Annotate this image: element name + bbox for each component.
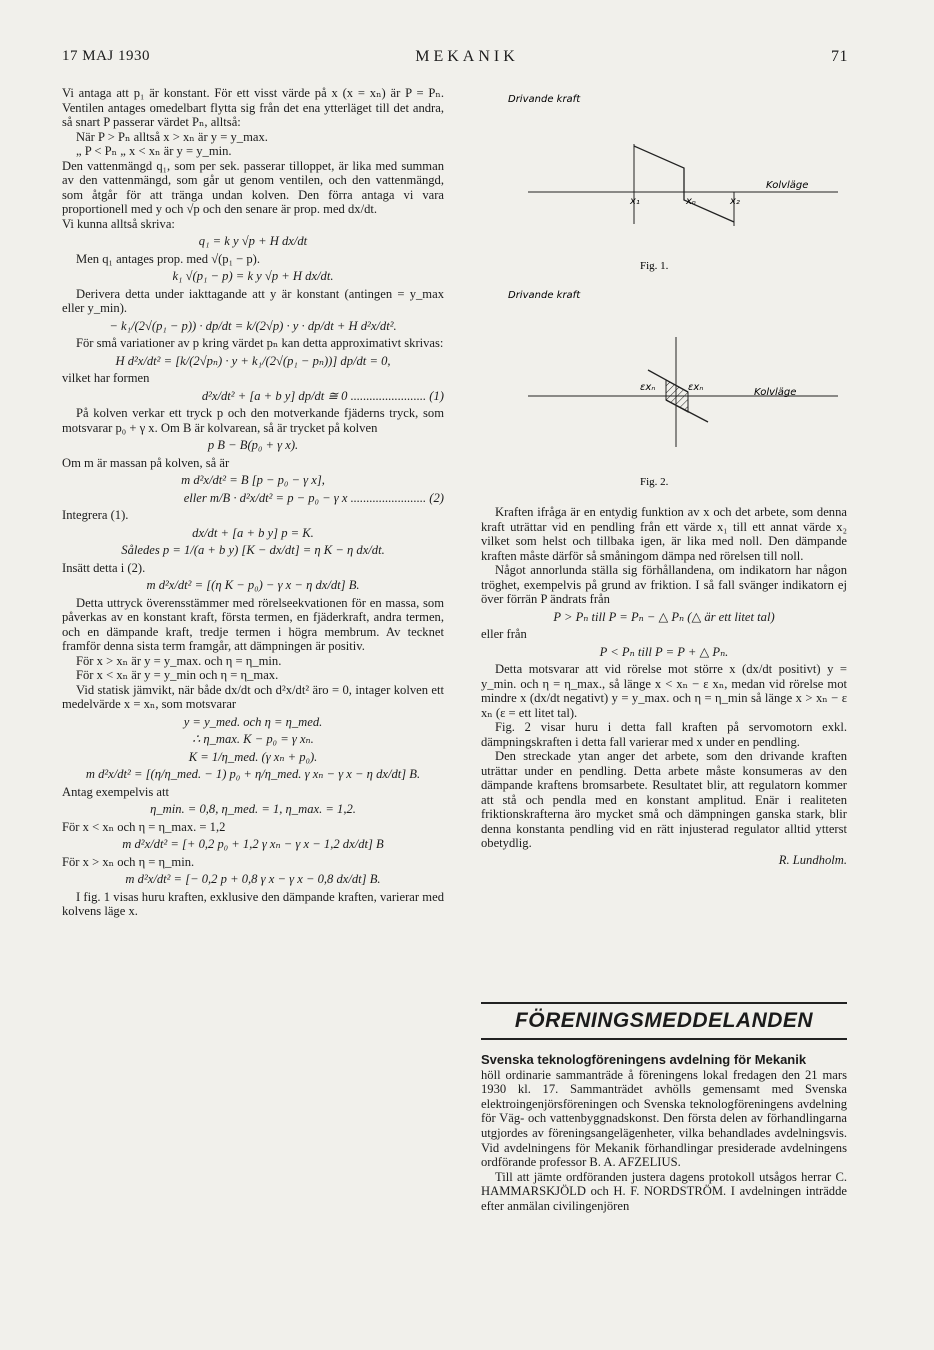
fig1-ylabel: Drivande kraft: [508, 94, 581, 105]
paragraph: Vid statisk jämvikt, när både dx/dt och d²x/dt² äro = 0, intager kolven ett medelvärde x = xₙ, som motsvarar: [62, 682, 444, 711]
paragraph: Den streckade ytan anger det arbete, som den drivande kraften uträttar under en pendling. Detta arbete måste konsumeras av den dämpande kraftens bromsarbete. Resultatet blir, att regulatorn kommer att stå och pendla med en konstant amplitud. Enär i realiteten friktionskrafterna äro mycket små och dämpningen ganska stark, blir denna konstanta pendling vid en rätt injusterad regulator alltid ytterst obetydlig.: [481, 749, 847, 850]
paragraph: Detta uttryck överensstämmer med rörelseekvationen för en massa, som påverkas av en konstant kraft, första termen, en fjäderkraft, andra termen, och en dämpande kraft, tredje termen i högra membrum. Av tecknet framför denna sista term framgår, att dämpningen är positiv.: [62, 595, 444, 653]
equation: P < Pₙ till P = P + △ Pₙ.: [599, 644, 729, 659]
equation: m d²x/dt² = B [p − p₀ − γ x],: [181, 473, 325, 487]
left-column: [62, 86, 444, 919]
paragraph: Integrera (1).: [62, 508, 129, 522]
equation: m d²x/dt² = [(η/η_med. − 1) p₀ + η/η_med. γ xₙ − γ x − η dx/dt] B.: [85, 767, 421, 781]
fig2-hatched-work-area: [666, 380, 688, 412]
condition-line: När P > Pₙ alltså x > xₙ är y = y_max.: [76, 129, 268, 144]
paragraph: vilket har formen: [62, 371, 150, 385]
fig1-force-curve: [634, 146, 734, 222]
paragraph: Derivera detta under iakttagande att y är konstant (antingen = y_max eller y_min).: [62, 286, 444, 315]
figure-2: [508, 282, 844, 492]
equation-2: eller m/B · d²x/dt² = p − p₀ − γ x ........................ (2): [183, 490, 444, 505]
author-signature: R. Lundholm.: [778, 852, 847, 867]
fig1-caption: Fig. 1.: [640, 260, 669, 272]
condition-line: För x < xₙ och η = η_max. = 1,2: [62, 819, 226, 834]
paragraph: höll ordinarie sammanträde å föreningens lokal fredagen den 21 mars 1930 kl. 17. Sammanträdet avhölls gemensamt med Svenska elektroingenjörsföreningen och Svenska teknologföreningens avdelning för Väg- och vattenbyggnadskonst. Den första delen av förhandlingarna utgjordes av föreningsangelägenheter, vilka behandlades avdelningsvis. Vid avdelningens för Mekanik förhandlingar presiderade avdelningens ordförande professor B. A. AFZELIUS.: [481, 1067, 847, 1170]
equation: Således p = 1/(a + b y) [K − dx/dt] = η K − η dx/dt.: [121, 543, 385, 557]
paragraph: Fig. 2 visar huru i detta fall kraften på servomotorn exkl. dämpningskraften i detta fall varierar med x under en pendling.: [481, 720, 847, 749]
fig2-caption: Fig. 2.: [640, 476, 669, 488]
equation: − k₁/(2√(p₁ − p)) · dp/dt = k/(2√p) · y · dp/dt + H d²x/dt².: [109, 318, 397, 333]
paragraph: Men q₁ antages prop. med √(p₁ − p).: [76, 251, 261, 266]
fig2-mark-right: εxₙ: [688, 382, 704, 393]
equation-1: d²x/dt² + [a + b y] dp/dt ≅ 0 ........................ (1): [201, 388, 444, 403]
fig2-xlabel: Kolvläge: [754, 387, 797, 398]
fig1-x2-label: x₂: [730, 196, 740, 207]
condition-line: „ P < Pₙ „ x < xₙ är y = y_min.: [76, 144, 232, 158]
paragraph: Insätt detta i (2).: [62, 560, 146, 575]
equation: p B − B(p₀ + γ x).: [207, 438, 299, 452]
paragraph: Vi kunna alltså skriva:: [62, 216, 175, 231]
condition-line: För x > xₙ och η = η_min.: [62, 854, 195, 869]
journal-section-title: MEKANIK: [415, 48, 519, 65]
figure-2-diagram: [508, 282, 844, 492]
equation: m d²x/dt² = [(η K − p₀) − γ x − η dx/dt] B.: [146, 578, 360, 592]
fig2-mark-left: εxₙ: [640, 382, 656, 393]
equation: η_min. = 0,8, η_med. = 1, η_max. = 1,2.: [150, 802, 356, 816]
equation: m d²x/dt² = [− 0,2 p + 0,8 γ x − γ x − 0,8 dx/dt] B.: [125, 872, 381, 886]
paragraph: Kraften ifråga är en entydig funktion av x och det arbete, som denna kraft uträttar vid en pendling från ett värde x₁ till ett annat värde x₂ vilket som helst och tillbaka igen, är lika med noll. Den dämpande kraften måste därför så småningom dämpa ned rörelsen till noll.: [481, 505, 847, 563]
fig2-ylabel: Drivande kraft: [508, 290, 581, 301]
issue-date: 17 MAJ 1930: [62, 48, 151, 64]
paragraph: Vi antaga att p₁ är konstant. För ett visst värde på x (x = xₙ) är P = Pₙ. Ventilen antages omedelbart flytta sig från det ena ytterläget till det andra, så snart P passerar värdet Pₙ, alltså:: [62, 86, 444, 129]
paragraph: Den vattenmängd q₁, som per sek. passerar tilloppet, är lika med summan av den vattenmängd, som går ut genom ventilen, och den vattenmängd, som åtgår för att tränga undan kolven. Den förra antaga vi vara proportionell med y och √p och den senare är prop. med dx/dt.: [62, 158, 444, 216]
paragraph: Detta motsvarar att vid rörelse mot större x (dx/dt positivt) y = y_min. och η = η_max., så länge x < xₙ − ε xₙ, medan vid rörelse mot mindre x (dx/dt negativt) y = y_max. och η = η_min så länge x > xₙ − ε xₙ (ε = ett litet tal).: [481, 662, 847, 720]
fig1-xlabel: Kolvläge: [766, 180, 809, 191]
equation: H d²x/dt² = [k/(2√pₙ) · y + k₁/(2√(p₁ − pₙ))] dp/dt = 0,: [115, 353, 391, 368]
page-number: 71: [831, 48, 848, 65]
paragraph: Till att jämte ordföranden justera dagens protokoll utsågos herrar C. HAMMARSKJÖLD och H. F. NORDSTRÖM. I avdelningen inträdde efter anmälan civilingenjören: [481, 1169, 847, 1213]
equation: k₁ √(p₁ − p) = k y √p + H dx/dt.: [172, 269, 334, 283]
news-heading: Svenska teknologföreningens avdelning för Mekanik: [481, 1052, 807, 1067]
paragraph: eller från: [481, 627, 527, 641]
paragraph: Något annorlunda ställa sig förhållandena, om indikatorn har någon tröghet, exempelvis på grund av friktion. I så fall svänger indikatorn ej över förrän P ändrats från: [481, 563, 847, 606]
equation: y = y_med. och η = η_med.: [183, 714, 323, 729]
section-heading: FÖRENINGSMEDDELANDEN: [481, 1002, 847, 1040]
association-news: [481, 1053, 847, 1214]
figure-1-diagram: [508, 84, 844, 274]
paragraph: På kolven verkar ett tryck p och den motverkande fjäderns tryck, som motsvarar p₀ + γ x. Om B är kolvarean, så är trycket på kolven: [62, 406, 444, 435]
paragraph: Antag exempelvis att: [62, 784, 170, 799]
figure-1: [508, 84, 844, 274]
paragraph: Om m är massan på kolven, så är: [62, 455, 230, 470]
fig1-xn-label: xₙ: [686, 196, 696, 207]
fig1-x1-label: x₁: [630, 196, 640, 207]
equation: m d²x/dt² = [+ 0,2 p₀ + 1,2 γ xₙ − γ x − 1,2 dx/dt] B: [122, 837, 384, 851]
paragraph: I fig. 1 visas huru kraften, exklusive den dämpande kraften, varierar med kolvens läge x.: [62, 889, 444, 918]
equation: q₁ = k y √p + H dx/dt: [198, 234, 308, 248]
equation: P > Pₙ till P = Pₙ − △ Pₙ (△ är ett litet tal): [553, 609, 775, 624]
equation: dx/dt + [a + b y] p = K.: [192, 525, 314, 540]
paragraph: För små variationer av p kring värdet pₙ kan detta approximativt skrivas:: [76, 336, 444, 350]
condition-line: För x < xₙ är y = y_min och η = η_max.: [76, 668, 279, 682]
equation: ∴ η_max. K − p₀ = γ xₙ.: [192, 732, 314, 746]
right-column: [481, 505, 847, 867]
condition-line: För x > xₙ är y = y_max. och η = η_min.: [76, 653, 282, 668]
equation: K = 1/η_med. (γ xₙ + p₀).: [188, 749, 318, 764]
